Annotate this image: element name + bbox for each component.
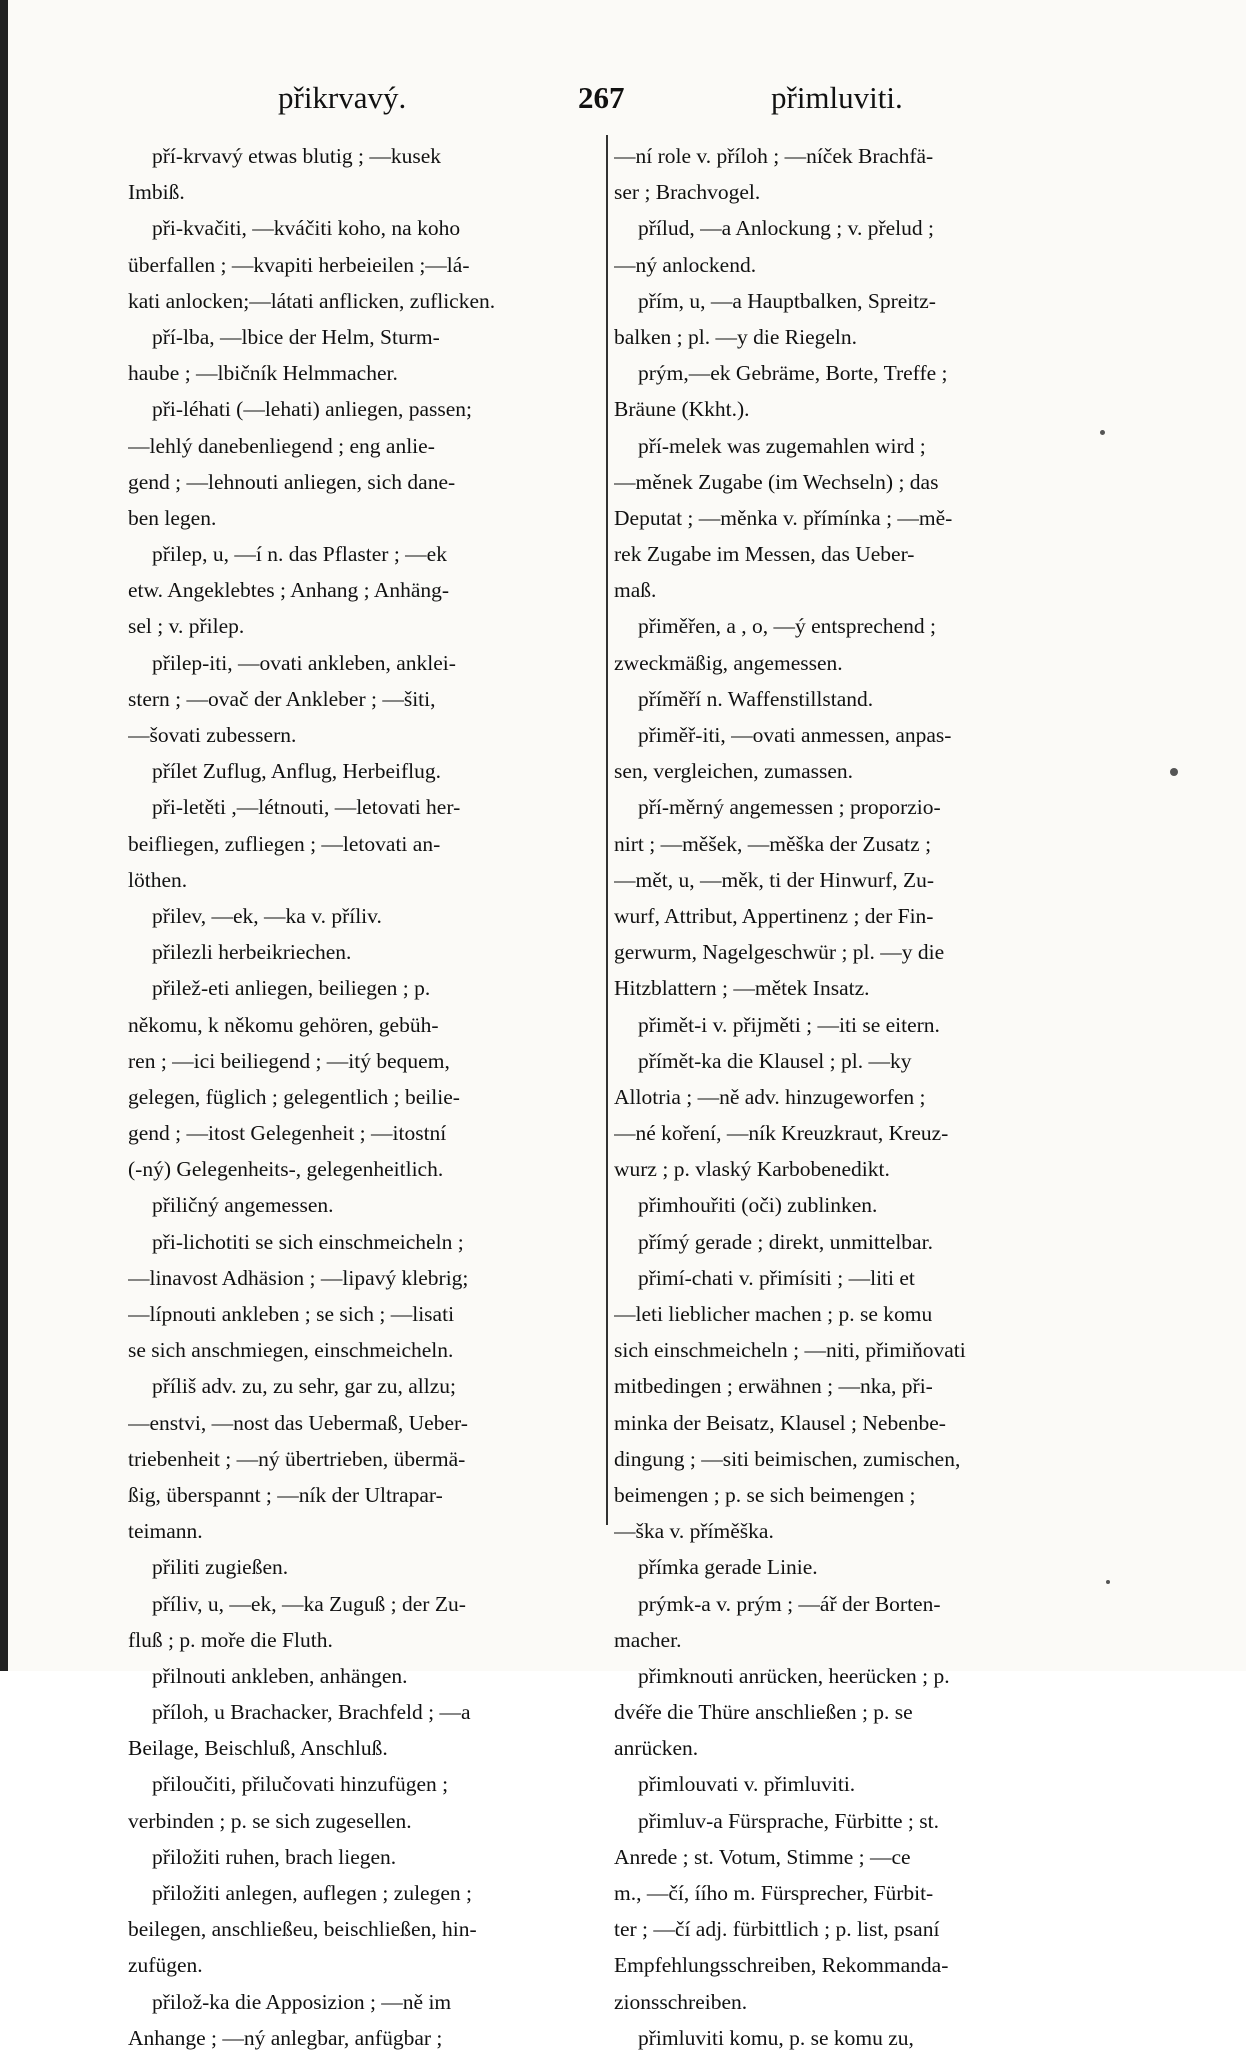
print-speck <box>1100 430 1105 435</box>
entry-line: —ní role v. příloh ; —níček Brachfä- <box>614 144 934 168</box>
entry-line: ser ; Brachvogel. <box>614 180 761 205</box>
entry-line: stern ; —ovač der Ankleber ; —šiti, <box>128 686 436 711</box>
entry-line: —ška v. příměška. <box>614 1519 774 1544</box>
entry-line: —enstvi, —nost das Uebermaß, Ueber- <box>128 1410 468 1435</box>
entry-line: příměří n. Waffenstillstand. <box>638 686 874 711</box>
entry-line: (-ný) Gelegenheits-, gelegenheitlich. <box>128 1157 444 1182</box>
entry-line: přilež-eti anliegen, beiliegen ; p. <box>152 976 431 1001</box>
entry-line: rek Zugabe im Messen, das Ueber- <box>614 542 915 567</box>
entry-line: přiložiti ruhen, brach liegen. <box>152 1844 397 1869</box>
entry-line: Deputat ; —měnka v. přímínka ; —mě- <box>614 505 953 530</box>
header-right-guide-word: přimluviti. <box>771 80 903 115</box>
entry-line: ter ; —čí adj. fürbittlich ; p. list, psaní <box>614 1917 940 1942</box>
entry-line: přimlouvati v. přimluviti. <box>638 1772 856 1797</box>
entry-line: přílud, —a Anlockung ; v. přelud ; <box>638 216 934 241</box>
entry-line: löthen. <box>128 867 188 892</box>
entry-line: přimhouřiti (oči) zublinken. <box>638 1193 878 1218</box>
entry-line: prým,—ek Gebräme, Borte, Treffe ; <box>638 361 948 386</box>
header-left-guide-word: přikrvavý. <box>278 80 407 115</box>
entry-line: wurf, Attribut, Appertinenz ; der Fin- <box>614 903 934 928</box>
entry-line: haube ; —lbičník Helmmacher. <box>128 361 398 386</box>
entry-line: beimengen ; p. se sich beimengen ; <box>614 1482 916 1507</box>
entry-line: macher. <box>614 1627 682 1652</box>
entry-line: přimluv-a Fürsprache, Fürbitte ; st. <box>638 1808 939 1833</box>
entry-line: —leti lieblicher machen ; p. se komu <box>614 1302 933 1326</box>
entry-line: Allotria ; —ně adv. hinzugeworfen ; <box>614 1084 926 1109</box>
entry-line: maß. <box>614 578 657 603</box>
entry-line: přilep-iti, —ovati ankleben, anklei- <box>152 650 456 675</box>
entry-line: Bräune (Kkht.). <box>614 397 750 422</box>
print-speck <box>1106 1580 1110 1584</box>
entry-line: Anhange ; —ný anlegbar, anfügbar ; <box>128 2025 443 2050</box>
entry-line: —ný anlockend. <box>614 252 757 277</box>
entry-line: při-letěti ,—létnouti, —letovati her- <box>152 795 461 820</box>
print-speck <box>1170 768 1178 776</box>
entry-line: přiložiti anlegen, auflegen ; zulegen ; <box>152 1881 472 1905</box>
entry-line: pří-měrný angemessen ; proporzio- <box>638 795 941 820</box>
entry-line: přimknouti anrücken, heerücken ; p. <box>638 1663 950 1688</box>
entry-line: přímět-ka die Klausel ; pl. —ky <box>638 1048 912 1073</box>
entry-line: Empfehlungsschreiben, Rekommanda- <box>614 1953 949 1978</box>
entry-line: —lípnouti ankleben ; se sich ; —lisati <box>128 1302 455 1326</box>
entry-line: přilož-ka die Apposizion ; —ně im <box>152 1989 452 2014</box>
entry-line: gerwurm, Nagelgeschwür ; pl. —y die <box>614 940 945 965</box>
entry-line: fluß ; p. moře die Fluth. <box>128 1627 333 1652</box>
entry-line: balken ; pl. —y die Riegeln. <box>614 324 858 349</box>
entry-line: m., —čí, íího m. Fürsprecher, Fürbit- <box>614 1881 934 1905</box>
entry-line: dingung ; —siti beimischen, zumischen, <box>614 1446 961 1471</box>
entry-line: gelegen, füglich ; gelegentlich ; beilie- <box>128 1084 460 1109</box>
entry-line: ren ; —ici beiliegend ; —itý bequem, <box>128 1048 450 1073</box>
entry-line: při-léhati (—lehati) anliegen, passen; <box>152 397 472 422</box>
entry-line: při-lichotiti se sich einschmeicheln ; <box>152 1229 464 1254</box>
entry-line: —mět, u, —měk, ti der Hinwurf, Zu- <box>614 867 935 892</box>
entry-line: přilep, u, —í n. das Pflaster ; —ek <box>152 542 447 567</box>
entry-line: —né koření, —ník Kreuzkraut, Kreuz- <box>614 1121 949 1146</box>
entry-line: pří-krvavý etwas blutig ; —kusek <box>152 144 442 168</box>
entry-line: —linavost Adhäsion ; —lipavý klebrig; <box>128 1265 469 1290</box>
entry-line: Hitzblattern ; —mětek Insatz. <box>614 976 870 1001</box>
entry-line: nirt ; —měšek, —měška der Zusatz ; <box>614 831 932 856</box>
entry-line: zufügen. <box>128 1953 203 1978</box>
entry-line: přiměř-iti, —ovati anmessen, anpas- <box>638 723 952 747</box>
entry-line: přimí-chati v. přimísiti ; —liti et <box>638 1265 915 1290</box>
entry-line: dvéře die Thüre anschließen ; p. se <box>614 1700 913 1725</box>
entry-line: přiličný angemessen. <box>152 1193 334 1218</box>
entry-line: při-kvačiti, —kváčiti koho, na koho <box>152 216 461 241</box>
page-number: 267 <box>578 80 625 115</box>
page-header <box>278 80 958 120</box>
entry-line: přiloučiti, přilučovati hinzufügen ; <box>152 1772 449 1797</box>
entry-line: přiměřen, a , o, —ý entsprechend ; <box>638 614 936 639</box>
entry-line: přím, u, —a Hauptbalken, Spreitz- <box>638 288 936 313</box>
entry-line: přímý gerade ; direkt, unmittelbar. <box>638 1229 933 1254</box>
entry-line: sich einschmeicheln ; —niti, přimiňovati <box>614 1338 966 1363</box>
entry-line: wurz ; p. vlaský Karbobenedikt. <box>614 1157 890 1182</box>
entry-line: minka der Beisatz, Klausel ; Nebenbe- <box>614 1410 946 1435</box>
entry-line: příliv, u, —ek, —ka Zuguß ; der Zu- <box>152 1591 466 1616</box>
entry-line: —měnek Zugabe (im Wechseln) ; das <box>614 469 939 494</box>
entry-line: Beilage, Beischluß, Anschluß. <box>128 1736 388 1761</box>
entry-line: prýmk-a v. prým ; —ář der Borten- <box>638 1591 941 1616</box>
entry-line: beifliegen, zufliegen ; —letovati an- <box>128 831 441 856</box>
entry-line: anrücken. <box>614 1736 699 1761</box>
entry-line: —lehlý danebenliegend ; eng anlie- <box>128 433 435 458</box>
entry-line: mitbedingen ; erwähnen ; —nka, při- <box>614 1374 933 1399</box>
entry-line: gend ; —itost Gelegenheit ; —itostní <box>128 1121 447 1146</box>
entry-line: Imbiß. <box>128 180 185 205</box>
entry-line: přílet Zuflug, Anflug, Herbeiflug. <box>152 759 441 784</box>
entry-line: přilnouti ankleben, anhängen. <box>152 1663 408 1688</box>
entry-line: kati anlocken;—látati anflicken, zuflicken. <box>128 288 496 313</box>
right-column <box>614 138 1084 2056</box>
entry-line: někomu, k někomu gehören, gebüh- <box>128 1012 439 1037</box>
entry-line: přimět-i v. přijměti ; —iti se eitern. <box>638 1012 940 1037</box>
entry-line: příloh, u Brachacker, Brachfeld ; —a <box>152 1700 471 1725</box>
entry-line: zweckmäßig, angemessen. <box>614 650 843 675</box>
entry-line: se sich anschmiegen, einschmeicheln. <box>128 1338 454 1363</box>
entry-line: verbinden ; p. se sich zugesellen. <box>128 1808 412 1833</box>
left-column <box>128 138 608 2056</box>
entry-line: etw. Angeklebtes ; Anhang ; Anhäng- <box>128 578 450 603</box>
entry-line: gend ; —lehnouti anliegen, sich dane- <box>128 469 456 494</box>
entry-line: ßig, überspannt ; —ník der Ultrapar- <box>128 1482 443 1507</box>
entry-line: přimluviti komu, p. se komu zu, <box>638 2025 914 2050</box>
entry-line: —šovati zubessern. <box>128 723 297 747</box>
column-divider <box>606 135 608 1525</box>
entry-line: příliš adv. zu, zu sehr, gar zu, allzu; <box>152 1374 457 1399</box>
entry-line: Anrede ; st. Votum, Stimme ; —ce <box>614 1844 911 1869</box>
entry-line: pří-lba, —lbice der Helm, Sturm- <box>152 324 440 349</box>
entry-line: sen, vergleichen, zumassen. <box>614 759 854 784</box>
entry-line: überfallen ; —kvapiti herbeieilen ;—lá- <box>128 252 470 277</box>
entry-line: pří-melek was zugemahlen wird ; <box>638 433 926 458</box>
entry-line: teimann. <box>128 1519 203 1544</box>
entry-line: triebenheit ; —ný übertrieben, übermä- <box>128 1446 466 1471</box>
entry-line: zionsschreiben. <box>614 1989 748 2014</box>
entry-line: beilegen, anschließeu, beischließen, hin- <box>128 1917 477 1942</box>
entry-line: přiliti zugießen. <box>152 1555 289 1580</box>
entry-line: sel ; v. přilep. <box>128 614 245 639</box>
entry-line: přímka gerade Linie. <box>638 1555 818 1580</box>
entry-line: ben legen. <box>128 505 217 530</box>
entry-line: přilezli herbeikriechen. <box>152 940 352 965</box>
entry-line: přilev, —ek, —ka v. příliv. <box>152 903 382 928</box>
